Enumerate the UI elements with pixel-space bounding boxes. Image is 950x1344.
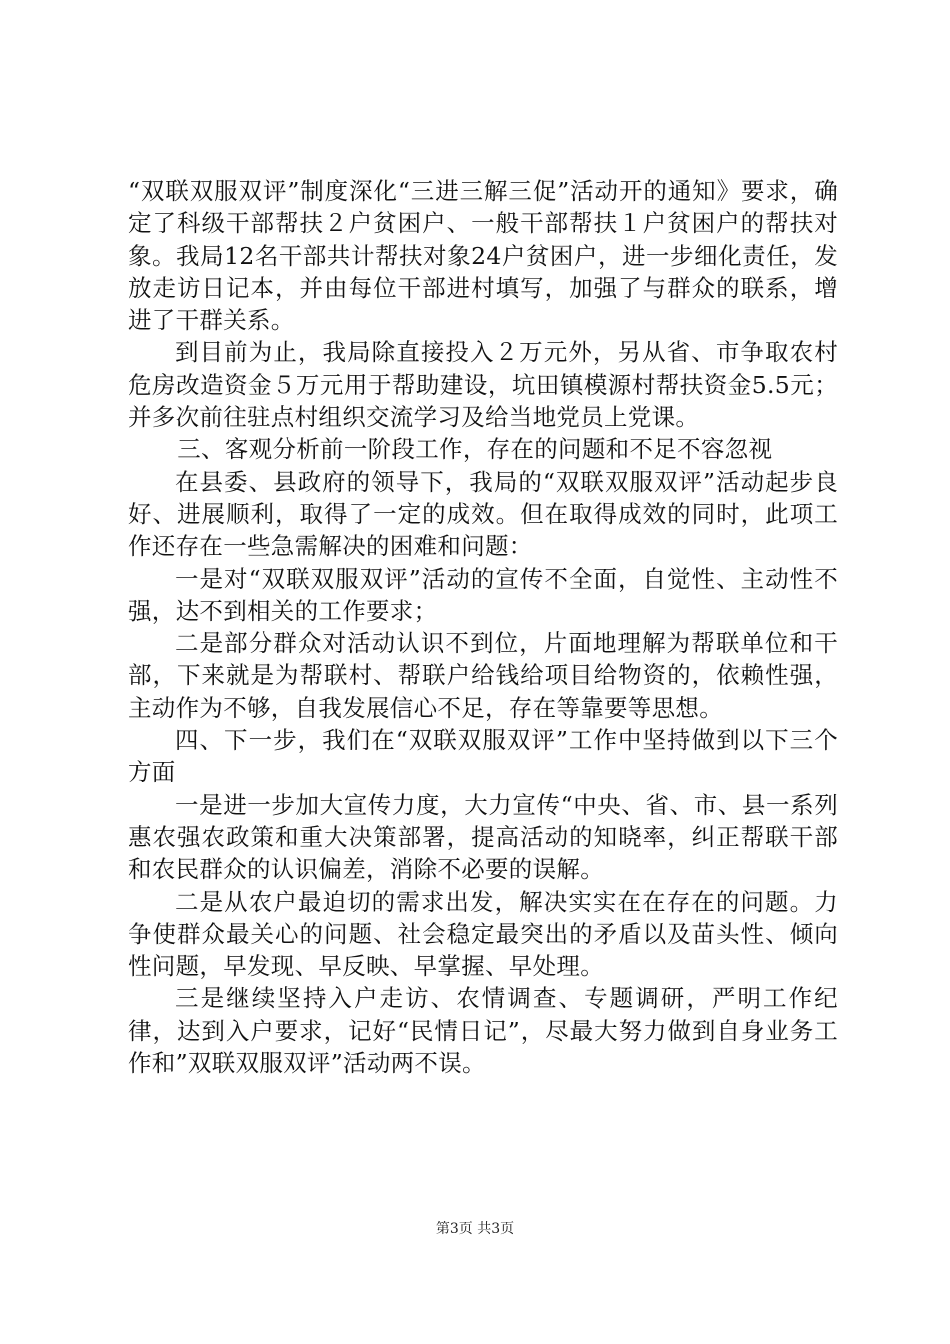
paragraph-continuation: “双联双服双评”制度深化“三进三解三促”活动开的通知》要求，确定了科级干部帮扶２户贫困户、一般干部帮扶１户贫困户的帮扶对象。我局12名干部共计帮扶对象24户贫困户，进一步细化责任，发放走访日记本，并由每位干部进村填写，加强了与群众的联系，增进了干群关系。	[128, 177, 838, 335]
paragraph-problems-intro: 在县委、县政府的领导下，我局的“双联双服双评”活动起步良好、进展顺利，取得了一定的成效。但在取得成效的同时，此项工作还存在一些急需解决的困难和问题：	[128, 467, 838, 561]
paragraph-problem-one: 一是对“双联双服双评”活动的宣传不全面，自觉性、主动性不强，达不到相关的工作要求；	[128, 564, 838, 625]
document-body	[128, 175, 838, 1079]
paragraph-step-three: 三是继续坚持入户走访、农情调查、专题调研，严明工作纪律，达到入户要求，记好“民情日记”，尽最大努力做到自身业务工作和”双联双服双评”活动两不误。	[128, 984, 838, 1078]
section-heading-next-steps: 四、下一步，我们在“双联双服双评”工作中坚持做到以下三个方面	[128, 726, 838, 787]
paragraph-step-two: 二是从农户最迫切的需求出发，解决实实在在存在的问题。力争使群众最关心的问题、社会稳定最突出的矛盾以及苗头性、倾向性问题，早发现、早反映、早掌握、早处理。	[128, 887, 838, 981]
paragraph-problem-two: 二是部分群众对活动认识不到位，片面地理解为帮联单位和干部，下来就是为帮联村、帮联户给钱给项目给物资的，依赖性强，主动作为不够，自我发展信心不足，存在等靠要等思想。	[128, 629, 838, 722]
paragraph-step-one: 一是进一步加大宣传力度，大力宣传“中央、省、市、县一系列惠农强农政策和重大决策部署，提高活动的知晓率，纠正帮联干部和农民群众的认识偏差，消除不必要的误解。	[128, 790, 838, 884]
page-number: 第3页 共3页	[435, 1221, 515, 1237]
section-heading-problems: 三、客观分析前一阶段工作，存在的问题和不足不容忽视	[177, 435, 773, 464]
paragraph-funding: 到目前为止，我局除直接投入２万元外，另从省、市争取农村危房改造资金５万元用于帮助建设，坑田镇模源村帮扶资金5.5元；并多次前往驻点村组织交流学习及给当地党员上党课。	[128, 338, 838, 432]
